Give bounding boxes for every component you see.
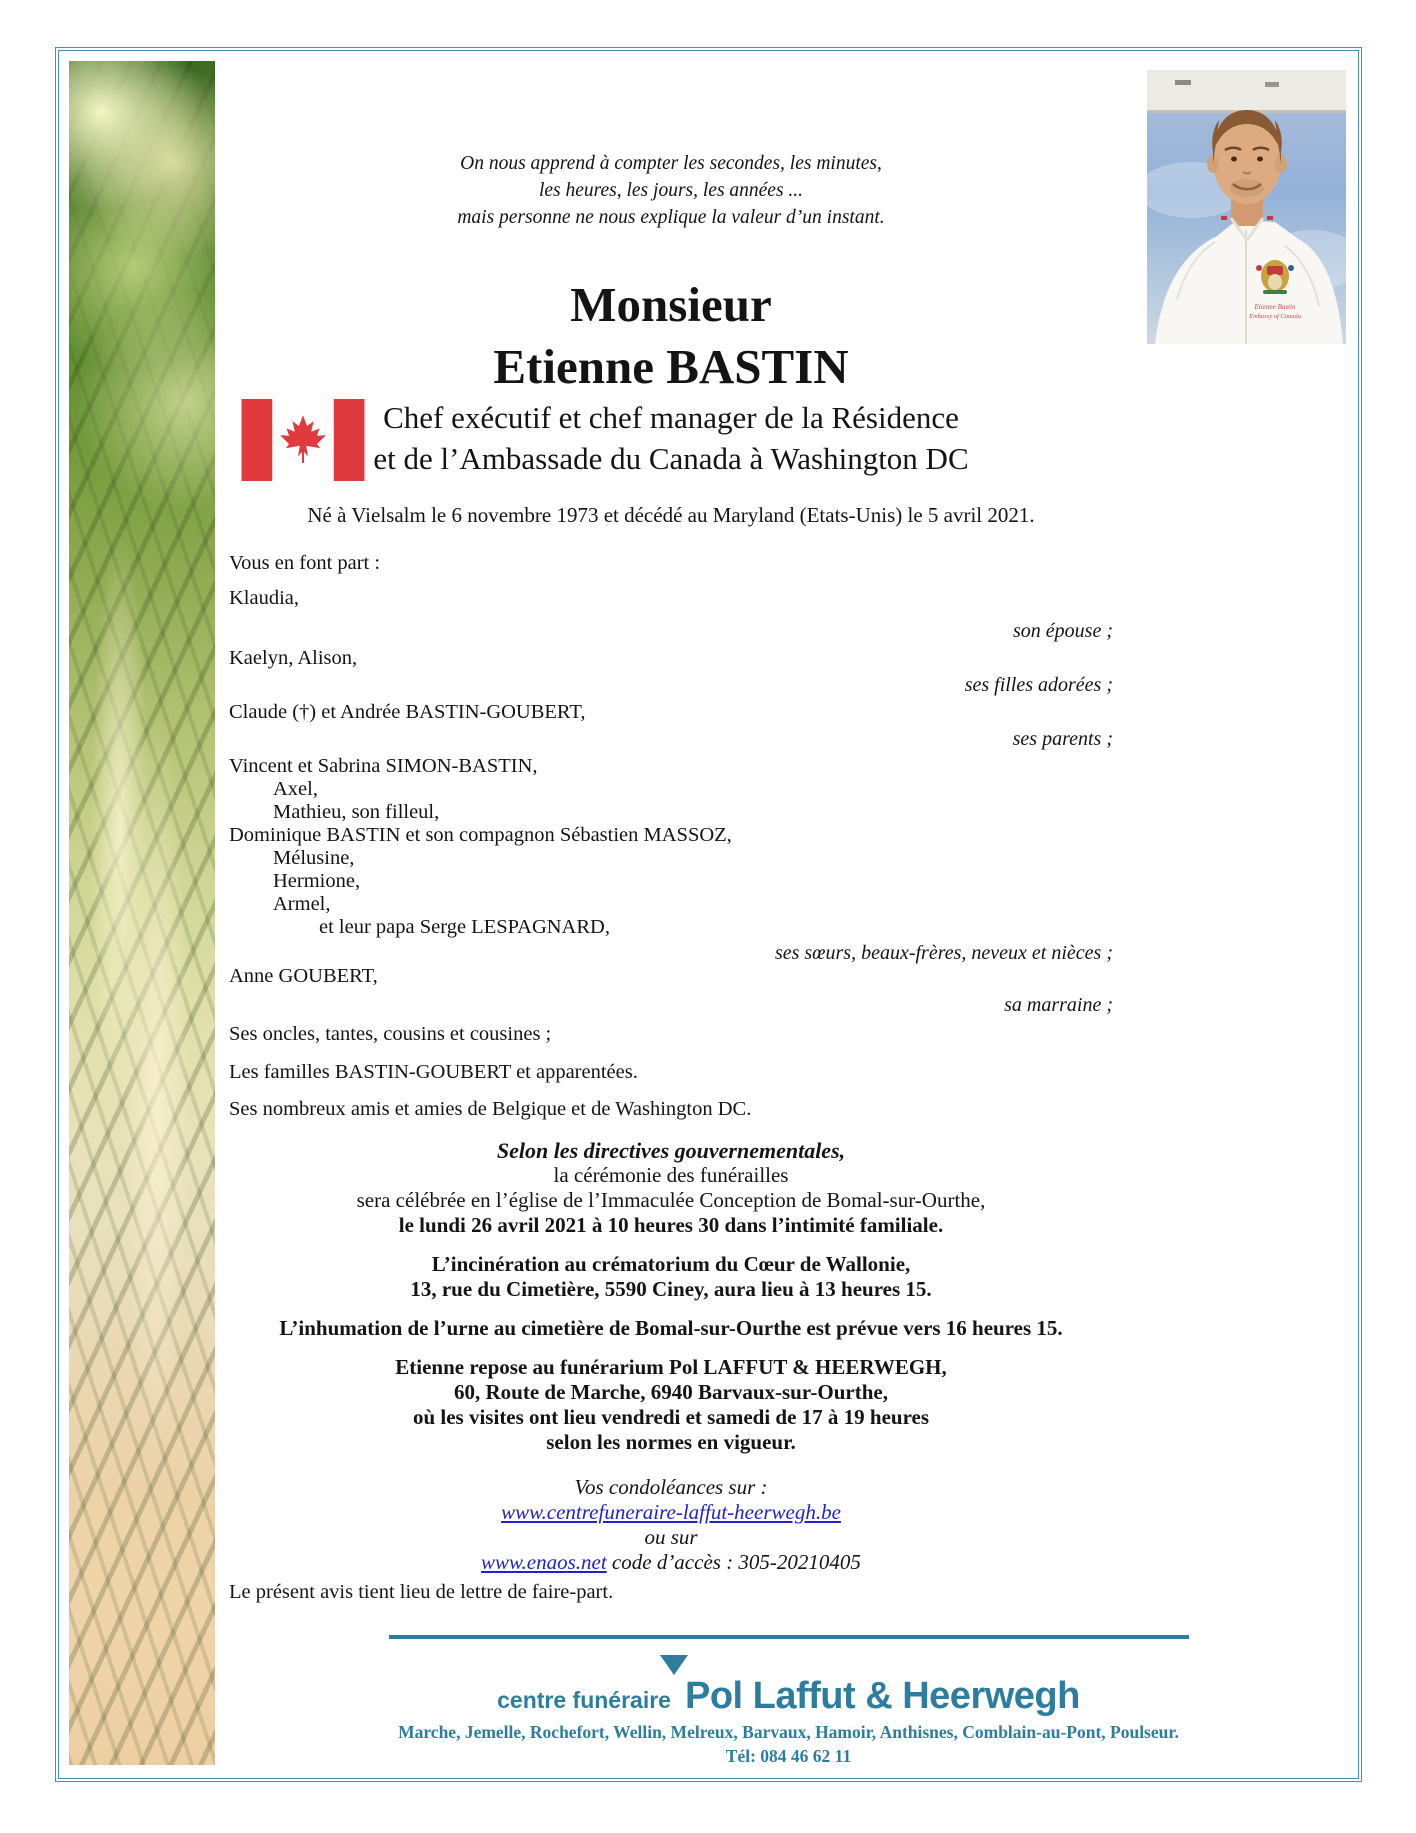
ceremony-directive: Selon les directives gouvernementales, xyxy=(496,1138,846,1163)
repose-line-3: où les visites ont lieu vendredi et samedi de 17 à 19 heures xyxy=(412,1405,930,1429)
family-name-line: Vincent et Sabrina SIMON-BASTIN, xyxy=(229,755,538,777)
ceremony-line: la cérémonie des funérailles xyxy=(553,1163,789,1187)
page-frame xyxy=(55,47,1362,1782)
funeral-home-footer xyxy=(216,1635,1361,1767)
relation-line: son épouse ; xyxy=(1013,620,1113,642)
condolences-link-row-1 xyxy=(229,1500,1113,1525)
inhumation-line: L’inhumation de l’urne au cimetière de Bomal-sur-Ourthe est prévue vers 16 heures 15. xyxy=(279,1316,1063,1340)
phone-line: Tél: 084 46 62 11 xyxy=(725,1746,852,1766)
funeral-home-link[interactable]: www.centrefuneraire-laffut-heerwegh.be xyxy=(501,1500,841,1524)
relation-line: sa marraine ; xyxy=(1004,994,1113,1016)
repose-line-2: 60, Route de Marche, 6940 Barvaux-sur-Ourthe, xyxy=(454,1380,888,1404)
family-name-line: Dominique BASTIN et son compagnon Sébastien MASSOZ, xyxy=(229,824,732,846)
role-block xyxy=(229,397,1113,479)
family-name-line: Mathieu, son filleul, xyxy=(273,801,440,823)
footer-brand-row xyxy=(216,1675,1361,1718)
role-line-2: et de l’Ambassade du Canada à Washington DC xyxy=(373,441,969,476)
family-name-line: Armel, xyxy=(273,893,331,915)
family-name-line: Claude (†) et Andrée BASTIN-GOUBERT, xyxy=(229,701,586,723)
civility-title: Monsieur xyxy=(570,277,772,332)
family-name-line: Klaudia, xyxy=(229,587,300,609)
cremation-line-2: 13, rue du Cimetière, 5590 Ciney, aura lieu à 13 heures 15. xyxy=(410,1277,932,1301)
portrait-photo-art xyxy=(1147,70,1346,344)
quote-line-1: On nous apprend à compter les secondes, les minutes, xyxy=(460,153,882,174)
quote-line-2: les heures, les jours, les années ... xyxy=(538,180,804,201)
family-name-line: Ses nombreux amis et amies de Belgique et de Washington DC. xyxy=(229,1098,752,1120)
family-name-line: Mélusine, xyxy=(273,847,355,869)
announcement-section xyxy=(229,551,1113,1121)
brand-prefix: centre funéraire xyxy=(497,1687,671,1713)
ceremony-date-line: le lundi 26 avril 2021 à 10 heures 30 dans l’intimité familiale. xyxy=(398,1213,944,1237)
family-name-line: Hermione, xyxy=(273,870,361,892)
enaos-link[interactable]: www.enaos.net xyxy=(481,1550,607,1574)
family-name-line: et leur papa Serge LESPAGNARD, xyxy=(319,916,610,938)
ceremony-line: sera célébrée en l’église de l’Immaculée Conception de Bomal-sur-Ourthe, xyxy=(356,1188,986,1212)
family-name-line: Kaelyn, Alison, xyxy=(229,647,358,669)
role-line-1: Chef exécutif et chef manager de la Résidence xyxy=(383,400,959,435)
family-name-line: Axel, xyxy=(273,778,318,800)
notice-line: Le présent avis tient lieu de lettre de faire-part. xyxy=(229,1581,614,1603)
condolences-intro: Vos condoléances sur : xyxy=(574,1475,768,1499)
access-code: code d’accès : 305-20210405 xyxy=(606,1550,861,1574)
family-name-line: Ses oncles, tantes, cousins et cousines ; xyxy=(229,1023,552,1045)
quote-line-3: mais personne ne nous explique la valeur d’un instant. xyxy=(457,207,885,228)
portrait-photo xyxy=(1147,70,1346,344)
relation-line: ses sœurs, beaux-frères, neveux et nièces ; xyxy=(774,942,1113,964)
condolences-link-row-2 xyxy=(229,1550,1113,1575)
ceremony-section xyxy=(229,1138,1113,1575)
condolences-or: ou sur xyxy=(644,1525,698,1549)
relation-line: ses parents ; xyxy=(1012,728,1113,750)
forest-path-image xyxy=(69,61,215,1765)
cremation-line-1: L’incinération au crématorium du Cœur de Wallonie, xyxy=(431,1252,911,1276)
family-name-line: Les familles BASTIN-GOUBERT et apparentées. xyxy=(229,1061,638,1083)
memorial-quote xyxy=(229,150,1113,231)
deceased-name: Etienne BASTIN xyxy=(493,339,849,394)
repose-line-1: Etienne repose au funérarium Pol LAFFUT & HEERWEGH, xyxy=(395,1355,947,1379)
life-dates: Né à Vielsalm le 6 novembre 1973 et décédé au Maryland (Etats-Unis) le 5 avril 2021. xyxy=(307,503,1035,527)
svg-text:Etienne Bastin: Etienne Bastin xyxy=(1254,303,1296,311)
brand-name: Pol Laffut & Heerwegh xyxy=(684,1675,1080,1717)
repose-line-4: selon les normes en vigueur. xyxy=(546,1430,796,1454)
family-name-line: Anne GOUBERT, xyxy=(229,965,378,987)
locations-line: Marche, Jemelle, Rochefort, Wellin, Melreux, Barvaux, Hamoir, Anthisnes, Comblain-au-Pont, Poulseur. xyxy=(398,1722,1179,1742)
footer-divider xyxy=(389,1635,1189,1639)
deceased-title-block xyxy=(229,274,1113,398)
announcement-intro: Vous en font part : xyxy=(229,552,381,574)
relation-line: ses filles adorées ; xyxy=(964,674,1113,696)
down-triangle-icon xyxy=(660,1655,688,1675)
svg-text:Embassy of Canada: Embassy of Canada xyxy=(1249,313,1301,320)
